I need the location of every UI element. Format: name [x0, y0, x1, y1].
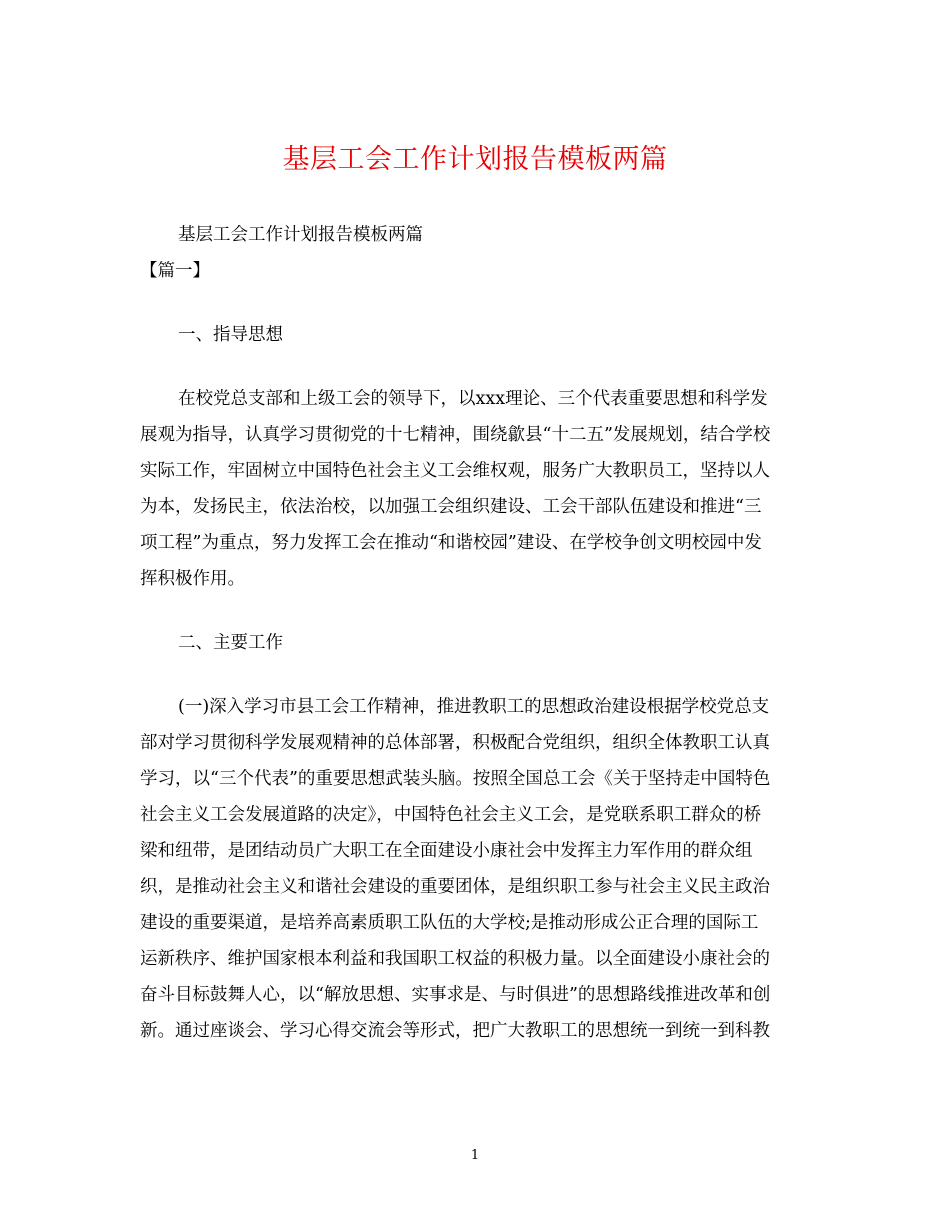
- page-number: 1: [470, 1148, 480, 1163]
- document-body: [140, 217, 815, 1049]
- heading-main-work: 二、主要工作: [178, 633, 283, 653]
- paragraph-line: 建设的重要渠道，是培养高素质职工队伍的大学校;是推动形成公正合理的国际工: [140, 913, 759, 933]
- paragraph-line: 运新秩序、维护国家根本利益和我国职工权益的积极力量。以全面建设小康社会的: [140, 949, 770, 969]
- paragraph-line: (一)深入学习市县工会工作精神，推进教职工的思想政治建设根据学校党总支: [178, 697, 770, 717]
- paragraph-line: 在校党总支部和上级工会的领导下，以xxx理论、三个代表重要思想和科学发: [178, 389, 768, 409]
- paragraph-line: 新。通过座谈会、学习心得交流会等形式，把广大教职工的思想统一到统一到科教: [140, 1021, 770, 1041]
- paragraph-line: 学习，以“三个代表”的重要思想武装头脑。按照全国总工会《关于坚持走中国特色: [140, 769, 771, 789]
- section-tag: 【篇一】: [140, 261, 210, 281]
- paragraph-line: 织，是推动社会主义和谐社会建设的重要团体，是组织职工参与社会主义民主政治: [140, 877, 770, 897]
- document-title: 基层工会工作计划报告模板两篇: [282, 144, 668, 175]
- paragraph-line: 实际工作，牢固树立中国特色社会主义工会维权观，服务广大教职员工，坚持以人: [140, 461, 770, 481]
- paragraph-line: 挥积极作用。: [140, 569, 245, 589]
- spacer: [140, 289, 815, 317]
- paragraph-line: 梁和纽带，是团结动员广大职工在全面建设小康社会中发挥主力军作用的群众组: [140, 841, 753, 861]
- paragraph-line: 展观为指导，认真学习贯彻党的十七精神，围绕歙县“十二五”发展规划，结合学校: [140, 425, 771, 445]
- heading-guiding-thought: 一、指导思想: [178, 325, 283, 345]
- paragraph-guiding-thought: [140, 381, 815, 597]
- paragraph-line: 奋斗目标鼓舞人心，以“解放思想、实事求是、与时俱进”的思想路线推进改革和创: [140, 985, 771, 1005]
- paragraph-main-work: [140, 689, 815, 1049]
- paragraph-line: 部对学习贯彻科学发展观精神的总体部署，积极配合党组织，组织全体教职工认真: [140, 733, 770, 753]
- spacer: [140, 661, 815, 689]
- paragraph-line: 社会主义工会发展道路的决定》，中国特色社会主义工会，是党联系职工群众的桥: [140, 805, 762, 825]
- document-subtitle: 基层工会工作计划报告模板两篇: [178, 225, 423, 245]
- paragraph-line: 项工程”为重点，努力发挥工会在推动“和谐校园”建设、在学校争创文明校园中发: [140, 533, 762, 553]
- paragraph-line: 为本，发扬民主，依法治校，以加强工会组织建设、工会干部队伍建设和推进“三: [140, 497, 762, 517]
- spacer: [140, 597, 815, 625]
- spacer: [140, 353, 815, 381]
